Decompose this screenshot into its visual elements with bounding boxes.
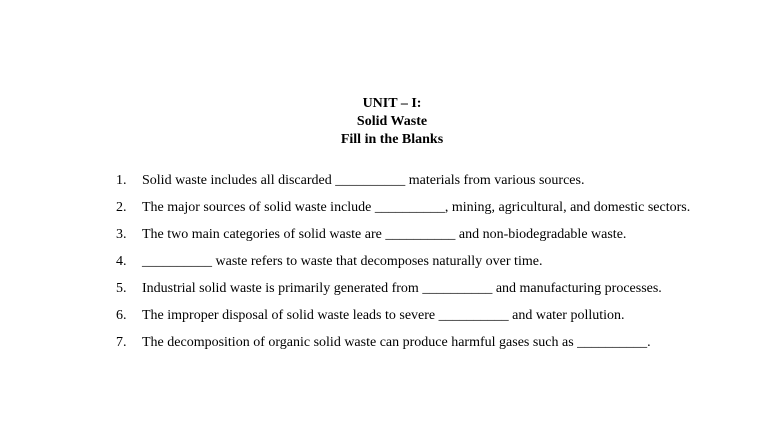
- unit-title: UNIT – I:: [362, 96, 422, 111]
- question-number: 5.: [116, 281, 127, 296]
- question-item: [116, 329, 691, 356]
- question-item: [116, 194, 691, 221]
- question-text: __________ waste refers to waste that decomposes naturally over time.: [142, 254, 543, 269]
- question-text: The two main categories of solid waste are __________ and non-biodegradable waste.: [142, 227, 627, 242]
- question-item: [116, 248, 691, 275]
- question-number: 4.: [116, 254, 127, 269]
- question-list: [116, 167, 691, 356]
- section-title: Fill in the Blanks: [340, 132, 444, 147]
- question-number: 2.: [116, 200, 127, 215]
- question-text: The decomposition of organic solid waste can produce harmful gases such as __________.: [142, 335, 651, 350]
- question-text: Solid waste includes all discarded __________ materials from various sources.: [142, 173, 585, 188]
- question-item: [116, 221, 691, 248]
- question-text: Industrial solid waste is primarily generated from __________ and manufacturing processes.: [142, 281, 662, 296]
- question-number: 1.: [116, 173, 127, 188]
- question-number: 6.: [116, 308, 127, 323]
- question-number: 7.: [116, 335, 127, 350]
- question-text: The major sources of solid waste include __________, mining, agricultural, and domestic sectors.: [142, 200, 691, 215]
- topic-title: Solid Waste: [356, 114, 428, 129]
- question-item: [116, 167, 691, 194]
- question-item: [116, 275, 691, 302]
- question-item: [116, 302, 691, 329]
- question-number: 3.: [116, 227, 127, 242]
- question-text: The improper disposal of solid waste leads to severe __________ and water pollution.: [142, 308, 625, 323]
